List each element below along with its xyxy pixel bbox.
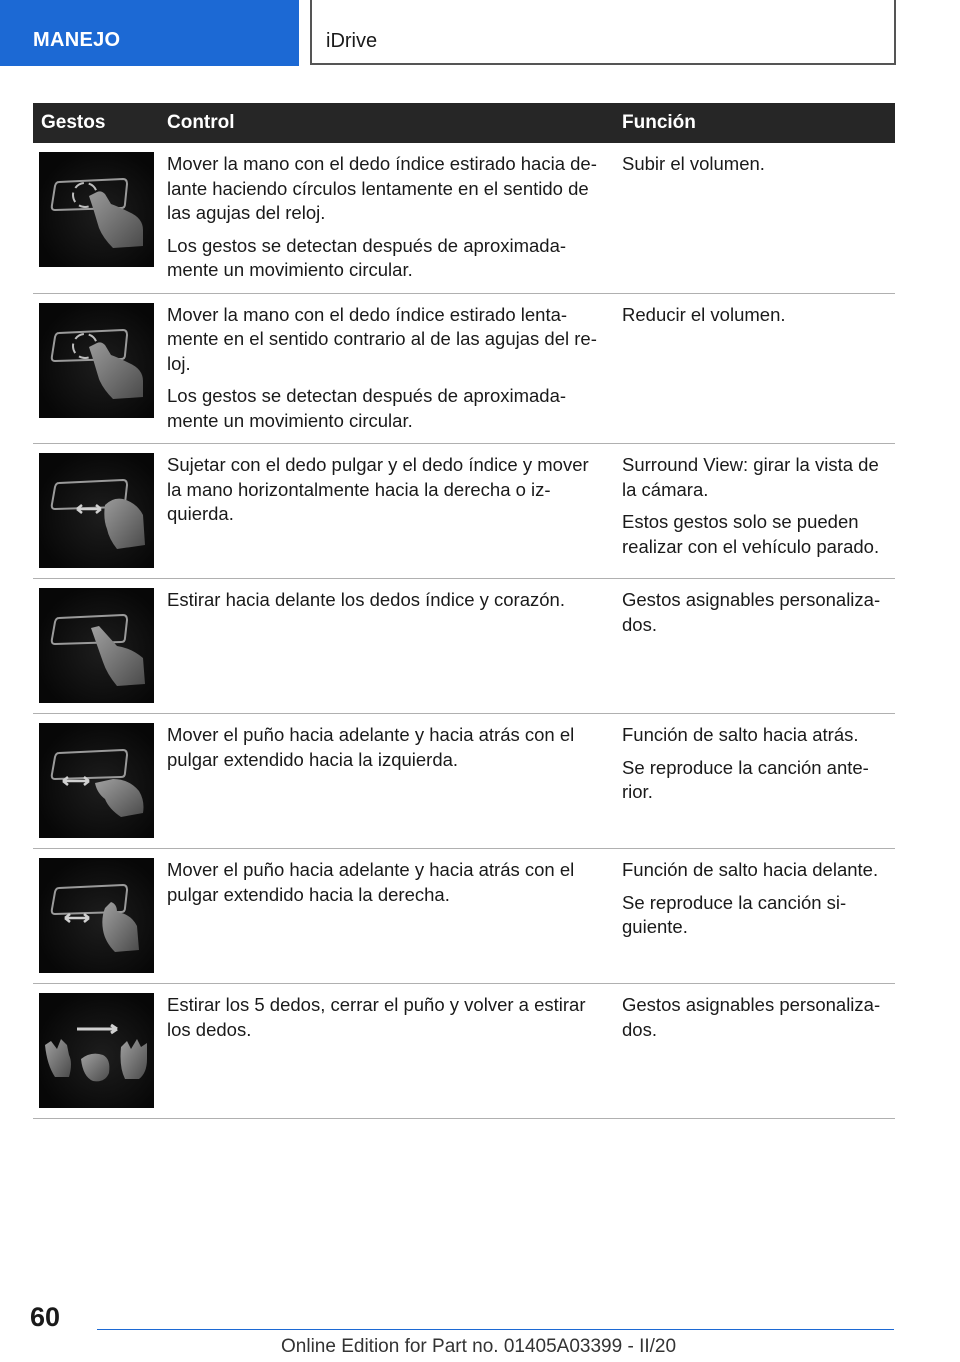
function-cell bbox=[614, 143, 895, 293]
function-text: Subir el volumen. bbox=[622, 153, 765, 174]
function-text: Estos gestos solo se pueden realizar con el vehículo parado. bbox=[622, 511, 880, 557]
table-row bbox=[33, 444, 895, 579]
control-cell bbox=[159, 849, 614, 984]
gesture-open-fist-open-icon bbox=[39, 993, 154, 1108]
function-text: Se reproduce la canción ante-rior. bbox=[622, 756, 869, 802]
gesture-cell bbox=[33, 143, 159, 293]
function-text: Función de salto hacia delante. bbox=[622, 859, 879, 880]
gestures-table bbox=[33, 103, 895, 1119]
control-text: Estirar hacia delante los dedos índice y corazón. bbox=[167, 589, 565, 610]
gesture-rotate-clockwise-icon bbox=[39, 152, 154, 267]
table-header-row bbox=[33, 103, 895, 143]
control-text: Los gestos se detectan después de aproximada-mente un movimiento circular. bbox=[167, 385, 567, 431]
control-text: Mover la mano con el dedo índice estirado hacia de-lante haciendo círculos lentamente en el sentido de las agujas del reloj. bbox=[167, 153, 597, 223]
function-text: Surround View: girar la vista de la cámara. bbox=[622, 454, 879, 500]
table-row bbox=[33, 579, 895, 714]
gesture-cell bbox=[33, 579, 159, 714]
control-cell bbox=[159, 714, 614, 849]
control-text: Los gestos se detectan después de aproximada-mente un movimiento circular. bbox=[167, 234, 567, 280]
footer-edition: Online Edition for Part no. 01405A03399 - II/20 bbox=[281, 1336, 677, 1357]
column-header-control: Control bbox=[159, 103, 614, 143]
table-row bbox=[33, 984, 895, 1119]
page-number: 60 bbox=[30, 1302, 61, 1332]
gesture-cell bbox=[33, 849, 159, 984]
chapter-title: iDrive bbox=[326, 30, 378, 52]
control-text: Mover el puño hacia adelante y hacia atrás con el pulgar extendido hacia la derecha. bbox=[167, 859, 575, 905]
chapter-header bbox=[310, 0, 896, 65]
gesture-two-finger-point-icon bbox=[39, 588, 154, 703]
footer-divider bbox=[97, 1329, 894, 1330]
control-text: Mover la mano con el dedo índice estirado lenta-mente en el sentido contrario al de las agujas del re-loj. bbox=[167, 303, 597, 374]
control-cell bbox=[159, 444, 614, 579]
section-tab bbox=[0, 0, 299, 66]
column-header-gestos: Gestos bbox=[33, 103, 159, 143]
function-text: Gestos asignables personaliza-dos. bbox=[622, 994, 881, 1040]
function-cell bbox=[614, 444, 895, 579]
control-cell bbox=[159, 293, 614, 444]
table-row bbox=[33, 849, 895, 984]
function-text: Gestos asignables personaliza-dos. bbox=[622, 589, 881, 635]
table-row bbox=[33, 714, 895, 849]
function-cell bbox=[614, 293, 895, 444]
gesture-cell bbox=[33, 984, 159, 1119]
function-cell bbox=[614, 984, 895, 1119]
function-cell bbox=[614, 579, 895, 714]
table-row bbox=[33, 293, 895, 444]
gesture-pinch-swipe-icon bbox=[39, 453, 154, 568]
gesture-thumb-right-icon bbox=[39, 858, 154, 973]
control-cell bbox=[159, 984, 614, 1119]
control-text: Mover el puño hacia adelante y hacia atrás con el pulgar extendido hacia la izquierda. bbox=[167, 724, 575, 770]
control-cell bbox=[159, 579, 614, 714]
function-cell bbox=[614, 714, 895, 849]
gesture-thumb-left-icon bbox=[39, 723, 154, 838]
function-cell bbox=[614, 849, 895, 984]
control-cell bbox=[159, 143, 614, 293]
gesture-cell bbox=[33, 714, 159, 849]
function-text: Se reproduce la canción si-guiente. bbox=[622, 891, 847, 937]
function-text: Reducir el volumen. bbox=[622, 303, 786, 325]
section-title: MANEJO bbox=[33, 29, 121, 51]
control-text: Sujetar con el dedo pulgar y el dedo índice y mover la mano horizontalmente hacia la derecha o iz-quierda. bbox=[167, 454, 589, 524]
gesture-cell bbox=[33, 444, 159, 579]
gesture-rotate-counterclockwise-icon bbox=[39, 303, 154, 418]
table-row bbox=[33, 143, 895, 293]
function-text: Función de salto hacia atrás. bbox=[622, 724, 859, 745]
gesture-cell bbox=[33, 293, 159, 444]
column-header-funcion: Función bbox=[614, 103, 895, 143]
control-text: Estirar los 5 dedos, cerrar el puño y volver a estirar los dedos. bbox=[167, 994, 586, 1040]
